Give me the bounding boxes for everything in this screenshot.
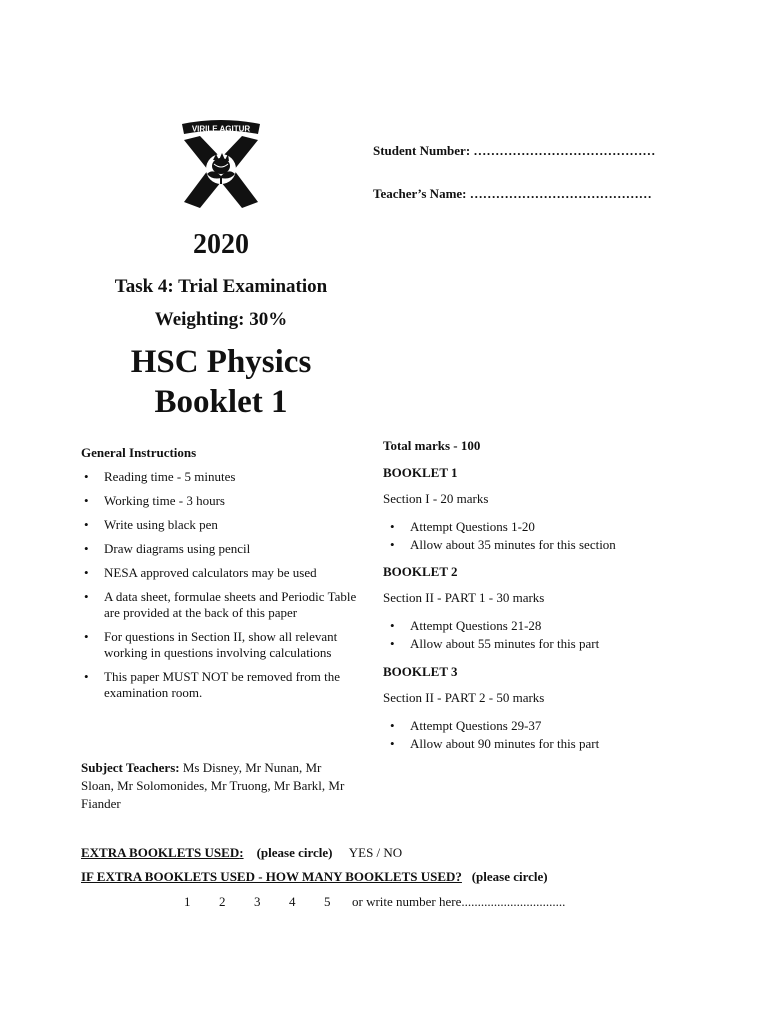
- subject-teachers-names: Ms Disney, Mr Nunan, Mr Sloan, Mr Solomonides, Mr Truong, Mr Barkl, Mr Fiander: [81, 760, 345, 811]
- teacher-name-label: Teacher’s Name:: [373, 186, 467, 201]
- list-item: • NESA approved calculators may be used: [82, 565, 362, 581]
- count-option-4[interactable]: 4: [289, 894, 296, 909]
- how-many-label: IF EXTRA BOOKLETS USED - HOW MANY BOOKLETS USED?: [81, 869, 462, 884]
- list-item: • Draw diagrams using pencil: [82, 541, 362, 557]
- subject-title: [0, 342, 442, 422]
- booklet-3-section: Section II - PART 2 - 50 marks: [383, 690, 545, 705]
- school-crest-icon: [178, 118, 264, 210]
- teacher-name-field[interactable]: [373, 186, 652, 202]
- list-item: • Reading time - 5 minutes: [82, 469, 362, 485]
- how-many-row: [81, 869, 548, 885]
- list-item: • Allow about 90 minutes for this part: [388, 735, 718, 753]
- extra-booklets-please-circle: (please circle): [256, 845, 333, 860]
- write-in-number[interactable]: or write number here................................: [352, 894, 566, 909]
- booklet-2-section: Section II - PART 1 - 30 marks: [383, 590, 545, 605]
- booklet-count-options: [184, 894, 565, 910]
- booklet-1-title: BOOKLET 1: [383, 465, 458, 480]
- student-number-label: Student Number:: [373, 143, 471, 158]
- count-option-3[interactable]: 3: [254, 894, 261, 909]
- extra-booklets-yes-no[interactable]: YES / NO: [348, 845, 403, 860]
- weighting: Weighting: 30%: [154, 309, 288, 330]
- list-item: • Working time - 3 hours: [82, 493, 362, 509]
- list-item: • For questions in Section II, show all relevant working in questions involving calculations: [82, 629, 362, 661]
- extra-booklets-row: [81, 845, 402, 861]
- student-number-dots: ……………………………………: [473, 143, 656, 158]
- booklet-3-title: BOOKLET 3: [383, 664, 458, 679]
- subject-teachers-label: Subject Teachers:: [81, 760, 180, 775]
- crest-graphic: [178, 118, 264, 210]
- subject-line-2: Booklet 1: [154, 384, 288, 420]
- crest-motto: VIRILE AGITUR: [191, 124, 251, 134]
- extra-booklets-colon: :: [239, 845, 244, 860]
- student-number-field[interactable]: [373, 143, 655, 159]
- extra-booklets-label: EXTRA BOOKLETS USED: [81, 845, 240, 860]
- how-many-please-circle: (please circle): [471, 869, 548, 884]
- booklet-1-section: Section I - 20 marks: [383, 491, 489, 506]
- list-item: • Attempt Questions 29-37: [388, 717, 718, 735]
- general-instructions-list: [82, 469, 362, 709]
- list-item: • Attempt Questions 1-20: [388, 518, 718, 536]
- general-instructions-heading: General Instructions: [81, 445, 197, 460]
- list-item: • Allow about 55 minutes for this part: [388, 635, 718, 653]
- count-option-5[interactable]: 5: [324, 894, 331, 909]
- teacher-name-dots: ……………………………………: [469, 186, 652, 201]
- count-option-1[interactable]: 1: [184, 894, 191, 909]
- count-option-2[interactable]: 2: [219, 894, 226, 909]
- booklet-2-title: BOOKLET 2: [383, 564, 458, 579]
- list-item: • Attempt Questions 21-28: [388, 617, 718, 635]
- list-item: • Write using black pen: [82, 517, 362, 533]
- list-item: • A data sheet, formulae sheets and Periodic Table are provided at the back of this paper: [82, 589, 362, 621]
- booklet-1-list: [388, 518, 718, 554]
- subject-line-1: HSC Physics: [130, 344, 312, 380]
- subject-teachers: [81, 759, 356, 813]
- total-marks: Total marks - 100: [383, 438, 481, 453]
- list-item: • This paper MUST NOT be removed from the examination room.: [82, 669, 362, 701]
- task-title: Task 4: Trial Examination: [114, 276, 328, 297]
- booklet-3-list: [388, 717, 718, 753]
- exam-year: 2020: [193, 229, 249, 260]
- booklet-2-list: [388, 617, 718, 653]
- list-item: • Allow about 35 minutes for this section: [388, 536, 718, 554]
